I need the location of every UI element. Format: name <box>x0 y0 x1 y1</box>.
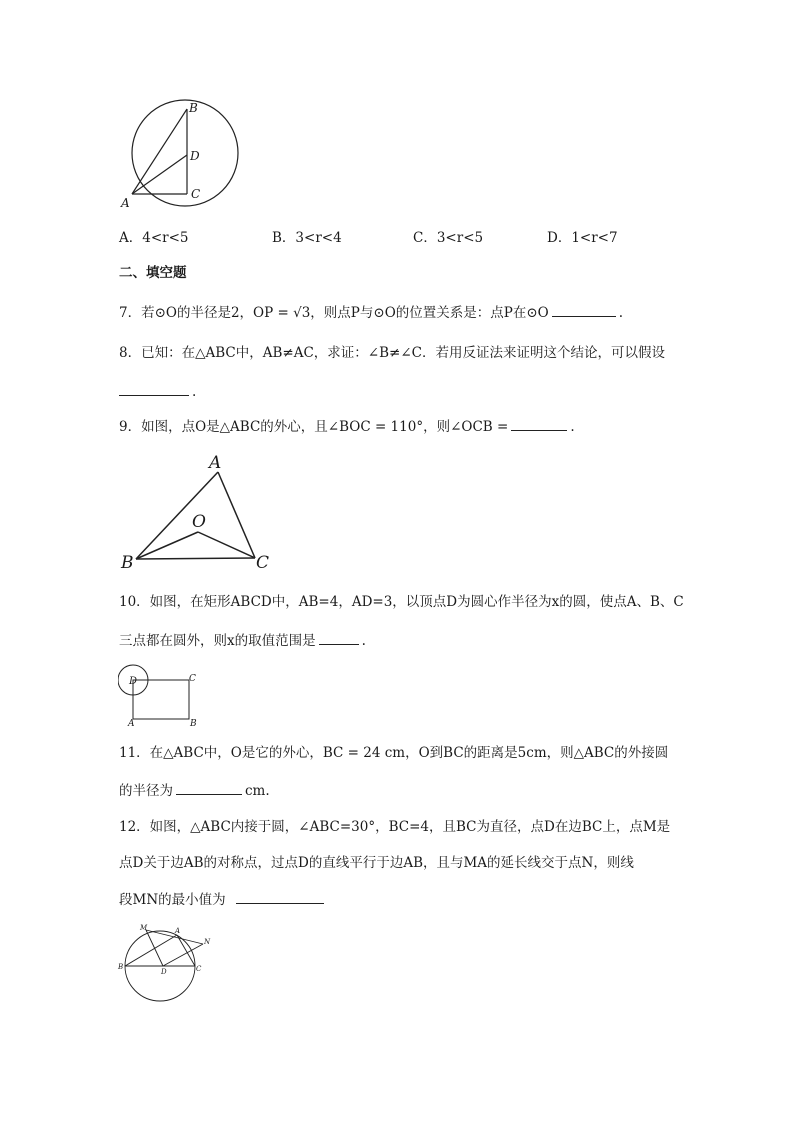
q10-end: . <box>361 633 366 649</box>
q11-answer-blank[interactable] <box>176 780 242 795</box>
label-c: C <box>256 553 270 573</box>
label-a: A <box>209 453 222 473</box>
choice-d-letter: D． <box>547 230 572 246</box>
segment-ob <box>136 532 198 559</box>
choice-a[interactable] <box>119 226 189 246</box>
choice-c-letter: C． <box>413 230 437 246</box>
label-a: A <box>175 927 181 935</box>
q9-answer-blank[interactable] <box>511 416 567 431</box>
choice-c-text: 3<r<5 <box>436 230 484 246</box>
segment-dn <box>163 944 203 966</box>
figure-circle-triangle <box>118 98 248 210</box>
choice-b[interactable] <box>272 226 342 246</box>
rectangle-abcd <box>133 680 189 719</box>
choice-d-text: 1<r<7 <box>571 230 618 246</box>
figure-circle <box>132 100 238 206</box>
segment-ad <box>132 155 187 194</box>
label-a: A <box>128 719 135 729</box>
label-b: B <box>190 719 197 729</box>
label-b: B <box>189 101 198 115</box>
q7-text: 7．若⊙O的半径是2，OP = √3，则点P与⊙O的位置关系是：点P在⊙O <box>119 305 549 321</box>
label-o: O <box>192 512 206 532</box>
label-d: D <box>161 968 167 976</box>
segment-ac <box>218 472 255 558</box>
question-11-line1: 11．在△ABC中，O是它的外心，BC = 24 cm，O到BC的距离是5cm，则△ABC的外接圆 <box>119 745 669 761</box>
label-d: D <box>190 149 200 163</box>
question-9 <box>119 416 575 437</box>
label-c: C <box>191 187 201 201</box>
segment-bc <box>136 558 255 559</box>
question-12-line1: 12．如图，△ABC内接于圆，∠ABC=30°，BC=4，且BC为直径，点D在边BC上，点M是 <box>119 819 671 835</box>
question-12-line2: 点D关于边AB的对称点，过点D的直线平行于边AB，且与MA的延长线交于点N，则线 <box>119 855 634 871</box>
q8-end: . <box>192 384 197 400</box>
q9-end: . <box>570 419 575 435</box>
q11-line2-start: 的半径为 <box>119 783 173 799</box>
q9-text: 9．如图，点O是△ABC的外心，且∠BOC = 110°，则∠OCB = <box>119 419 509 435</box>
q12-answer-blank[interactable] <box>236 889 324 904</box>
figure-circle-mn <box>116 922 216 1002</box>
label-a: A <box>121 196 130 210</box>
choice-d[interactable] <box>547 226 618 246</box>
segment-md <box>146 930 163 966</box>
choice-b-letter: B． <box>272 230 296 246</box>
segment-oc <box>198 532 255 558</box>
question-8-line2 <box>119 381 196 402</box>
question-8-line1: 8．已知：在△ABC中，AB≠AC，求证：∠B≠∠C．若用反证法来证明这个结论，可以假设 <box>119 345 665 361</box>
q7-answer-blank[interactable] <box>552 302 616 317</box>
label-c: C <box>189 674 196 684</box>
choice-a-text: 4<r<5 <box>142 230 189 246</box>
question-7 <box>119 302 623 323</box>
q8-answer-blank[interactable] <box>119 381 189 396</box>
q11-line2-end: cm. <box>245 783 270 799</box>
label-b: B <box>121 553 134 573</box>
figure-rectangle <box>118 663 208 729</box>
label-n: N <box>204 938 211 946</box>
figure-triangle-circumcenter <box>118 450 278 575</box>
q7-end: . <box>618 305 624 321</box>
question-11-line2 <box>119 780 270 801</box>
question-10-line2 <box>119 630 366 651</box>
q10-line2-text: 三点都在圆外，则x的取值范围是 <box>119 633 316 649</box>
choice-c[interactable] <box>413 226 483 246</box>
q12-line3-text: 段MN的最小值为 <box>119 892 226 908</box>
segment-ab <box>132 109 187 194</box>
label-d: D <box>129 676 138 687</box>
question-12-line3 <box>119 889 327 910</box>
question-10-line1: 10．如图，在矩形ABCD中，AB=4，AD=3，以顶点D为圆心作半径为x的圆，使点A、B、C <box>119 594 684 610</box>
label-c: C <box>196 965 202 973</box>
choice-a-letter: A． <box>119 230 143 246</box>
section-heading: 二、填空题 <box>119 265 187 281</box>
label-m: M <box>140 924 148 932</box>
q10-answer-blank[interactable] <box>319 630 359 645</box>
label-b: B <box>118 963 124 971</box>
choice-b-text: 3<r<4 <box>295 230 342 246</box>
